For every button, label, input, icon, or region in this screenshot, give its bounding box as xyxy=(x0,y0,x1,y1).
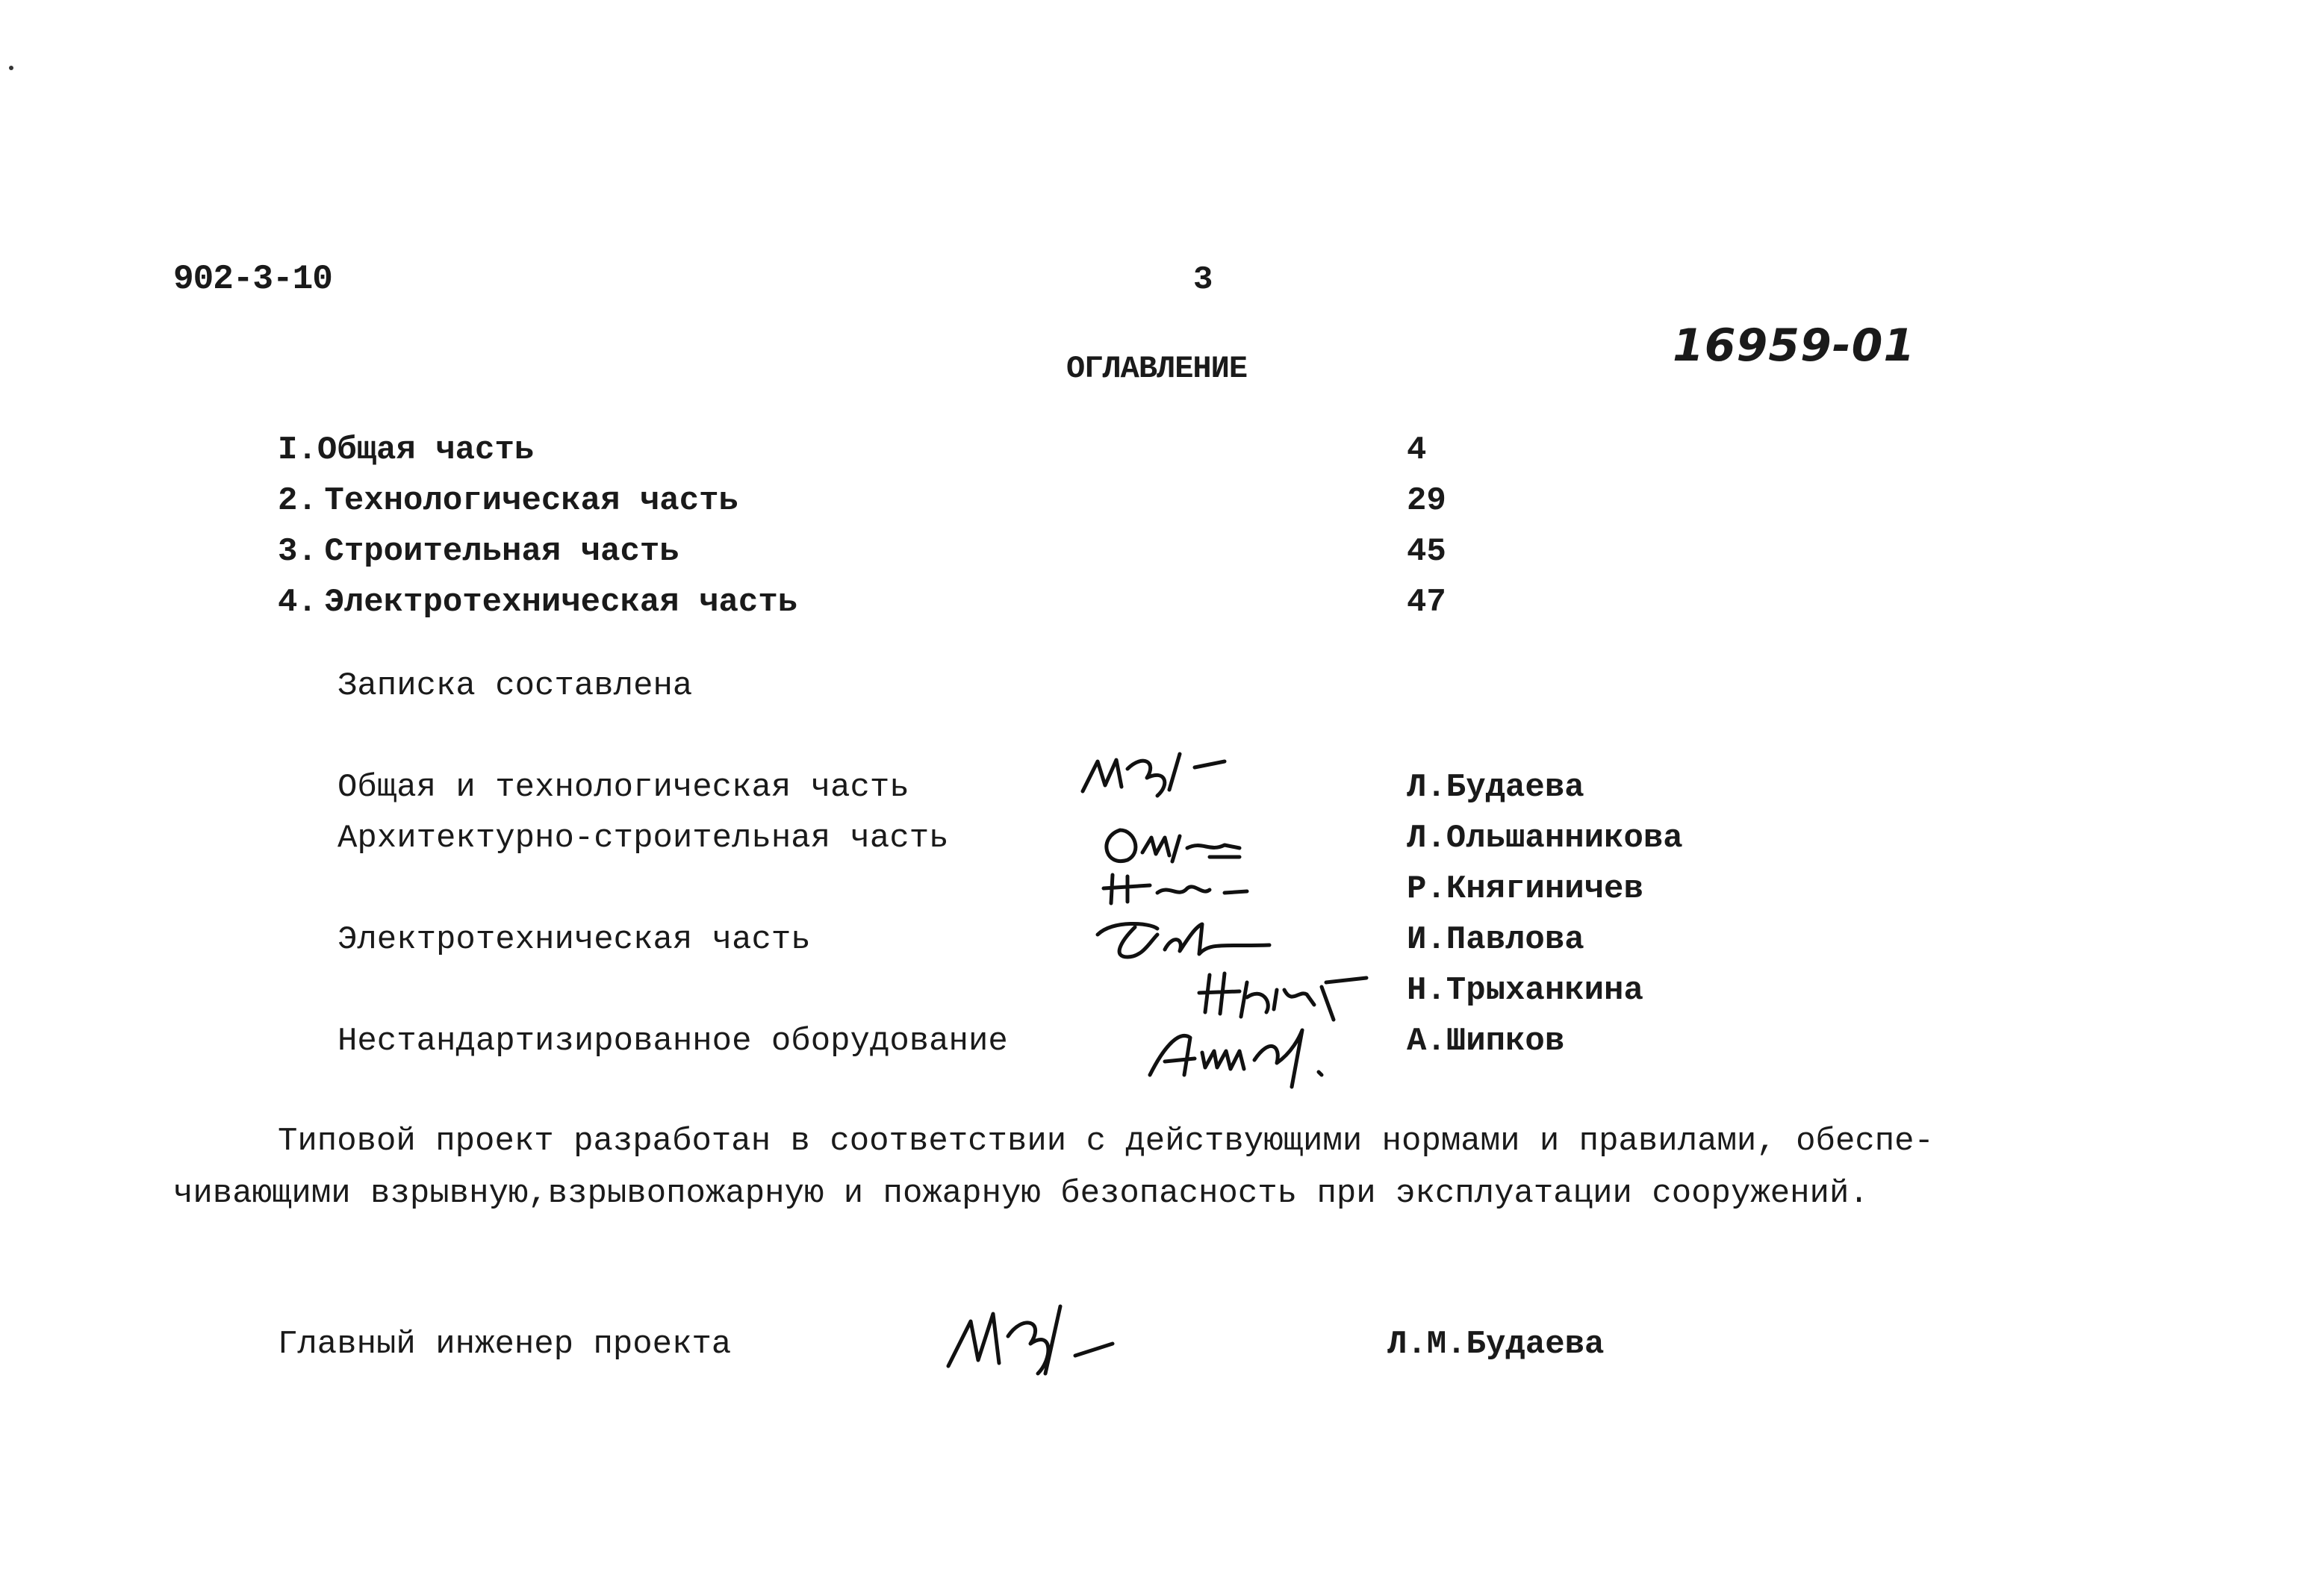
signature-knyaginichev xyxy=(1098,866,1262,911)
toc-item-page: 29 xyxy=(1407,482,1446,520)
toc-item xyxy=(278,431,534,469)
author-section-label: Общая и технологическая часть xyxy=(337,769,909,806)
author-section-label: Архитектурно-строительная часть xyxy=(337,820,949,857)
chief-engineer-role: Главный инженер проекта xyxy=(278,1326,732,1363)
scan-speck xyxy=(9,66,13,70)
page-number: 3 xyxy=(1193,261,1213,299)
toc-item xyxy=(278,482,738,520)
toc-item-label: Строительная часть xyxy=(324,533,679,570)
toc-item-number: I. xyxy=(278,431,317,469)
toc-item-number: 4. xyxy=(278,584,317,621)
archive-number: 16959-01 xyxy=(1673,319,1916,372)
author-section-label: Электротехническая часть xyxy=(337,921,811,958)
compliance-statement-line-1: Типовой проект разработан в соответствии с действующими нормами и правилами, обеспе- xyxy=(278,1123,1934,1160)
author-section-label: Нестандартизированное оборудование xyxy=(337,1023,1008,1060)
author-name: И.Павлова xyxy=(1407,921,1584,958)
toc-item-page: 45 xyxy=(1407,533,1446,570)
chief-engineer-name: Л.М.Будаева xyxy=(1387,1326,1605,1363)
document-code: 902-3-10 xyxy=(173,260,332,299)
toc-heading: ОГЛАВЛЕНИЕ xyxy=(1066,351,1248,387)
toc-item-page: 47 xyxy=(1407,584,1446,621)
toc-item xyxy=(278,584,797,621)
toc-item-label: Технологическая часть xyxy=(324,482,738,520)
toc-item-label: Электротехническая часть xyxy=(324,584,798,621)
signature-shipkov xyxy=(1142,1015,1366,1090)
toc-item-number: 3. xyxy=(278,533,317,570)
author-name: Н.Трыханкина xyxy=(1407,972,1643,1009)
author-name: А.Шипков xyxy=(1407,1023,1565,1060)
author-name: Л.Ольшанникова xyxy=(1407,820,1683,857)
authors-heading: Записка составлена xyxy=(337,667,693,705)
toc-item-number: 2. xyxy=(278,482,317,520)
author-name: Л.Будаева xyxy=(1407,769,1584,806)
toc-item xyxy=(278,533,679,570)
author-name: Р.Княгиничев xyxy=(1407,870,1643,908)
toc-item-label: Общая часть xyxy=(317,431,535,469)
compliance-statement-line-2: чивающими взрывную,взрывопожарную и пожарную безопасность при эксплуатации сооружений. xyxy=(173,1175,1869,1212)
signature-budaeva xyxy=(1075,739,1269,814)
signature-chief-engineer xyxy=(941,1291,1120,1388)
toc-item-page: 4 xyxy=(1407,431,1427,469)
